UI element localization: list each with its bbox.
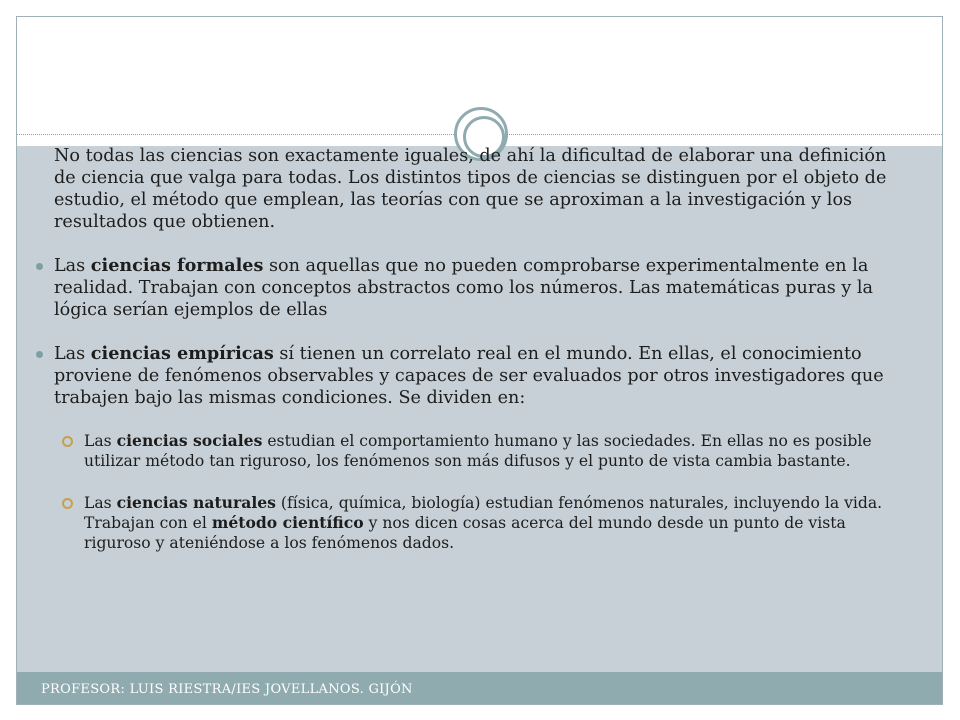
- subbullet-text-mid: (física, química, biología) estudian fenómenos naturales, incluyendo la vida. Trabajan con el: [84, 494, 883, 532]
- footer-text: PROFESOR: LUIS RIESTRA/IES JOVELLANOS. GIJÓN: [41, 682, 413, 697]
- subbullet-text-pre: Las: [84, 432, 117, 450]
- bullet-text-post: sí tienen un correlato real en el mundo. En ellas, el conocimiento proviene de fenómenos observables y capaces de ser evaluados por otros investigadores que trabajen bajo las mismas condiciones. Se dividen en:: [54, 344, 884, 408]
- subbullet-text-pre: Las: [84, 494, 117, 512]
- ring-bullet-icon: [62, 498, 73, 509]
- slide-content: [54, 145, 904, 575]
- bullet-text-post: son aquellas que no pueden comprobarse experimentalmente en la realidad. Trabajan con conceptos abstractos como los números. Las matemáticas puras y la lógica serían ejemplos de ellas: [54, 256, 874, 320]
- bullet-formal-sciences: [54, 255, 904, 321]
- bullet-text-pre: Las: [54, 256, 91, 276]
- intro-paragraph: No todas las ciencias son exactamente iguales, de ahí la dificultad de elaborar una definición de ciencia que valga para todas. Los distintos tipos de ciencias se distinguen por el objeto de estudio, el método que emplean, las teorías con que se aproximan a la investigación y los resultados que obtienen.: [54, 146, 887, 232]
- subbullet-social-sciences: [84, 431, 889, 471]
- footer-bar: [17, 672, 942, 705]
- subbullet-natural-sciences: [84, 493, 889, 553]
- ring-bullet-icon: [62, 436, 73, 447]
- bullet-dot-icon: [36, 263, 43, 270]
- subbullet-term: ciencias naturales: [116, 493, 276, 512]
- bullet-dot-icon: [36, 351, 43, 358]
- subbullet-text-post: y nos dicen cosas acerca del mundo desde un punto de vista riguroso y ateniéndose a los fenómenos dados.: [84, 514, 846, 552]
- subbullet-term: ciencias sociales: [116, 431, 263, 450]
- bullet-empirical-sciences: [54, 343, 904, 409]
- bullet-term: ciencias empíricas: [90, 343, 274, 364]
- subbullet-text-post: estudian el comportamiento humano y las sociedades. En ellas no es posible utilizar método tan riguroso, los fenómenos son más difusos y el punto de vista cambia bastante.: [84, 432, 872, 470]
- bullet-text-pre: Las: [54, 344, 91, 364]
- bullet-term: ciencias formales: [90, 255, 264, 276]
- subbullet-term-method: método científico: [211, 513, 364, 532]
